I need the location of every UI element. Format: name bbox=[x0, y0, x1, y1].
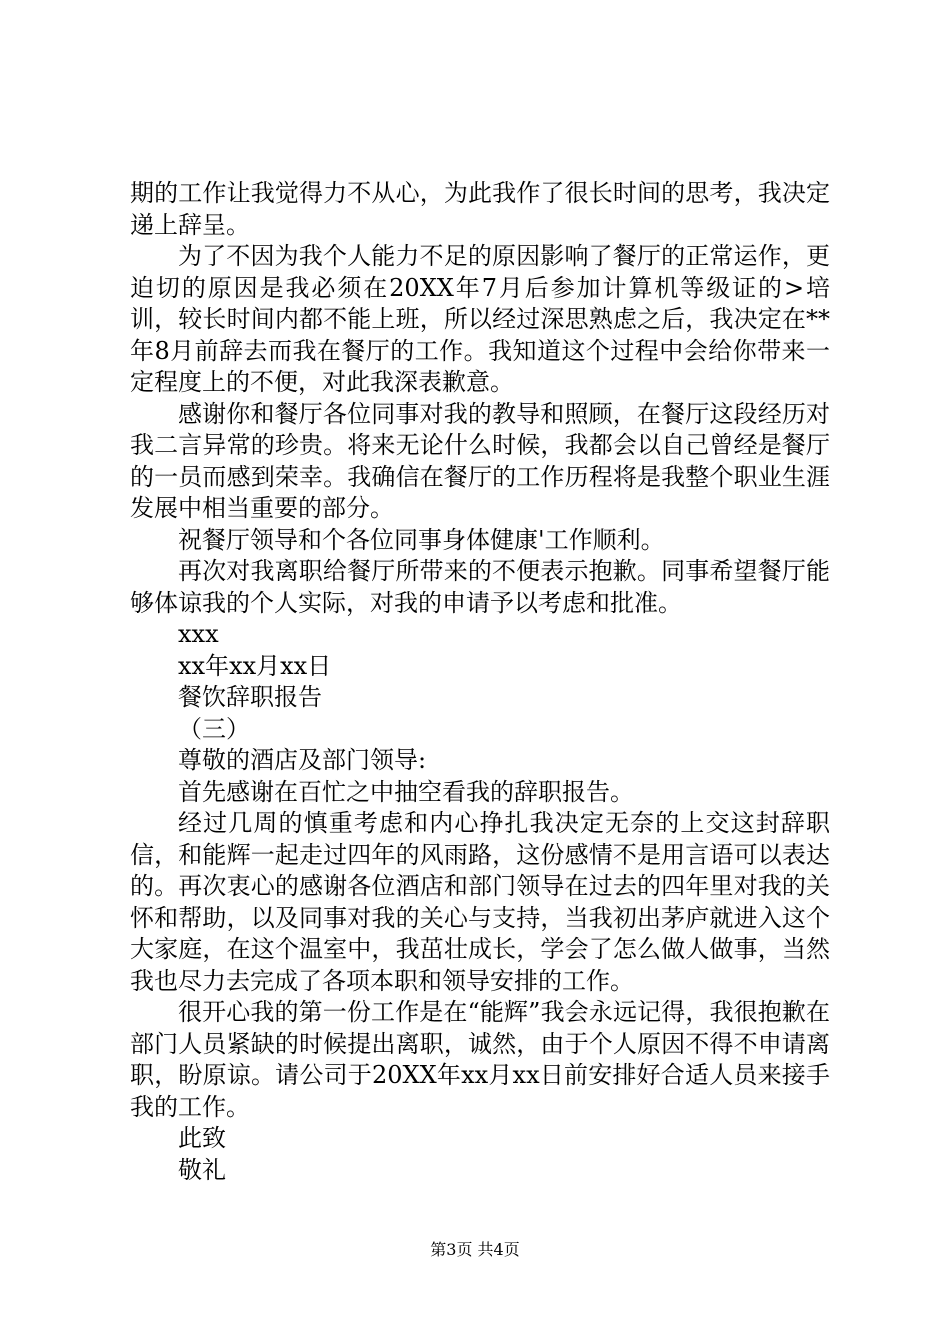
closing-line: 敬礼 bbox=[178, 1155, 226, 1184]
closing-line: 此致 bbox=[178, 1124, 226, 1152]
paragraph: 感谢你和餐厅各位同事对我的教导和照顾，在餐厅这段经历对我二言异常的珍贵。将来无论什么时候，我都会以自己曾经是餐厅的一员而感到荣幸。我确信在餐厅的工作历程将是我整个职业生涯发展中相当重要的部分。 bbox=[130, 399, 830, 522]
paragraph: 首先感谢在百忙之中抽空看我的辞职报告。 bbox=[178, 777, 634, 806]
paragraph: 为了不因为我个人能力不足的原因影响了餐厅的正常运作，更迫切的原因是我必须在20XX年7月后参加计算机等级证的>培训，较长时间内都不能上班，所以经过深思熟虑之后，我决定在**年8月前辞去而我在餐厅的工作。我知道这个过程中会给你带来一定程度上的不便，对此我深表歉意。 bbox=[130, 242, 830, 396]
section-number: （三） bbox=[178, 714, 250, 743]
paragraph: 期的工作让我觉得力不从心，为此我作了很长时间的思考，我决定递上辞呈。 bbox=[130, 179, 830, 239]
paragraph: 祝餐厅领导和个各位同事身体健康'工作顺利。 bbox=[178, 525, 665, 554]
document-body bbox=[130, 178, 830, 1186]
signature-name: xxx bbox=[178, 620, 219, 648]
paragraph: 很开心我的第一份工作是在“能辉”我会永远记得，我很抱歉在部门人员紧缺的时候提出离职，诚然，由于个人原因不得不申请离职，盼原谅。请公司于20XX年xx月xx日前安排好合适人员来接手我的工作。 bbox=[130, 998, 830, 1121]
paragraph: 再次对我离职给餐厅所带来的不便表示抱歉。同事希望餐厅能够体谅我的个人实际，对我的申请予以考虑和批准。 bbox=[130, 557, 830, 617]
section-title: 餐饮辞职报告 bbox=[178, 683, 322, 711]
paragraph: 经过几周的慎重考虑和内心挣扎我决定无奈的上交这封辞职信，和能辉一起走过四年的风雨路，这份感情不是用言语可以表达的。再次衷心的感谢各位酒店和部门领导在过去的四年里对我的关怀和帮助，以及同事对我的关心与支持，当我初出茅庐就进入这个大家庭，在这个温室中，我茁壮成长，学会了怎么做人做事，当然我也尽力去完成了各项本职和领导安排的工作。 bbox=[130, 809, 830, 995]
page-number: 第3页 共4页 bbox=[430, 1240, 520, 1259]
salutation: 尊敬的酒店及部门领导: bbox=[178, 746, 427, 774]
signature-date: xx年xx月xx日 bbox=[178, 651, 332, 680]
